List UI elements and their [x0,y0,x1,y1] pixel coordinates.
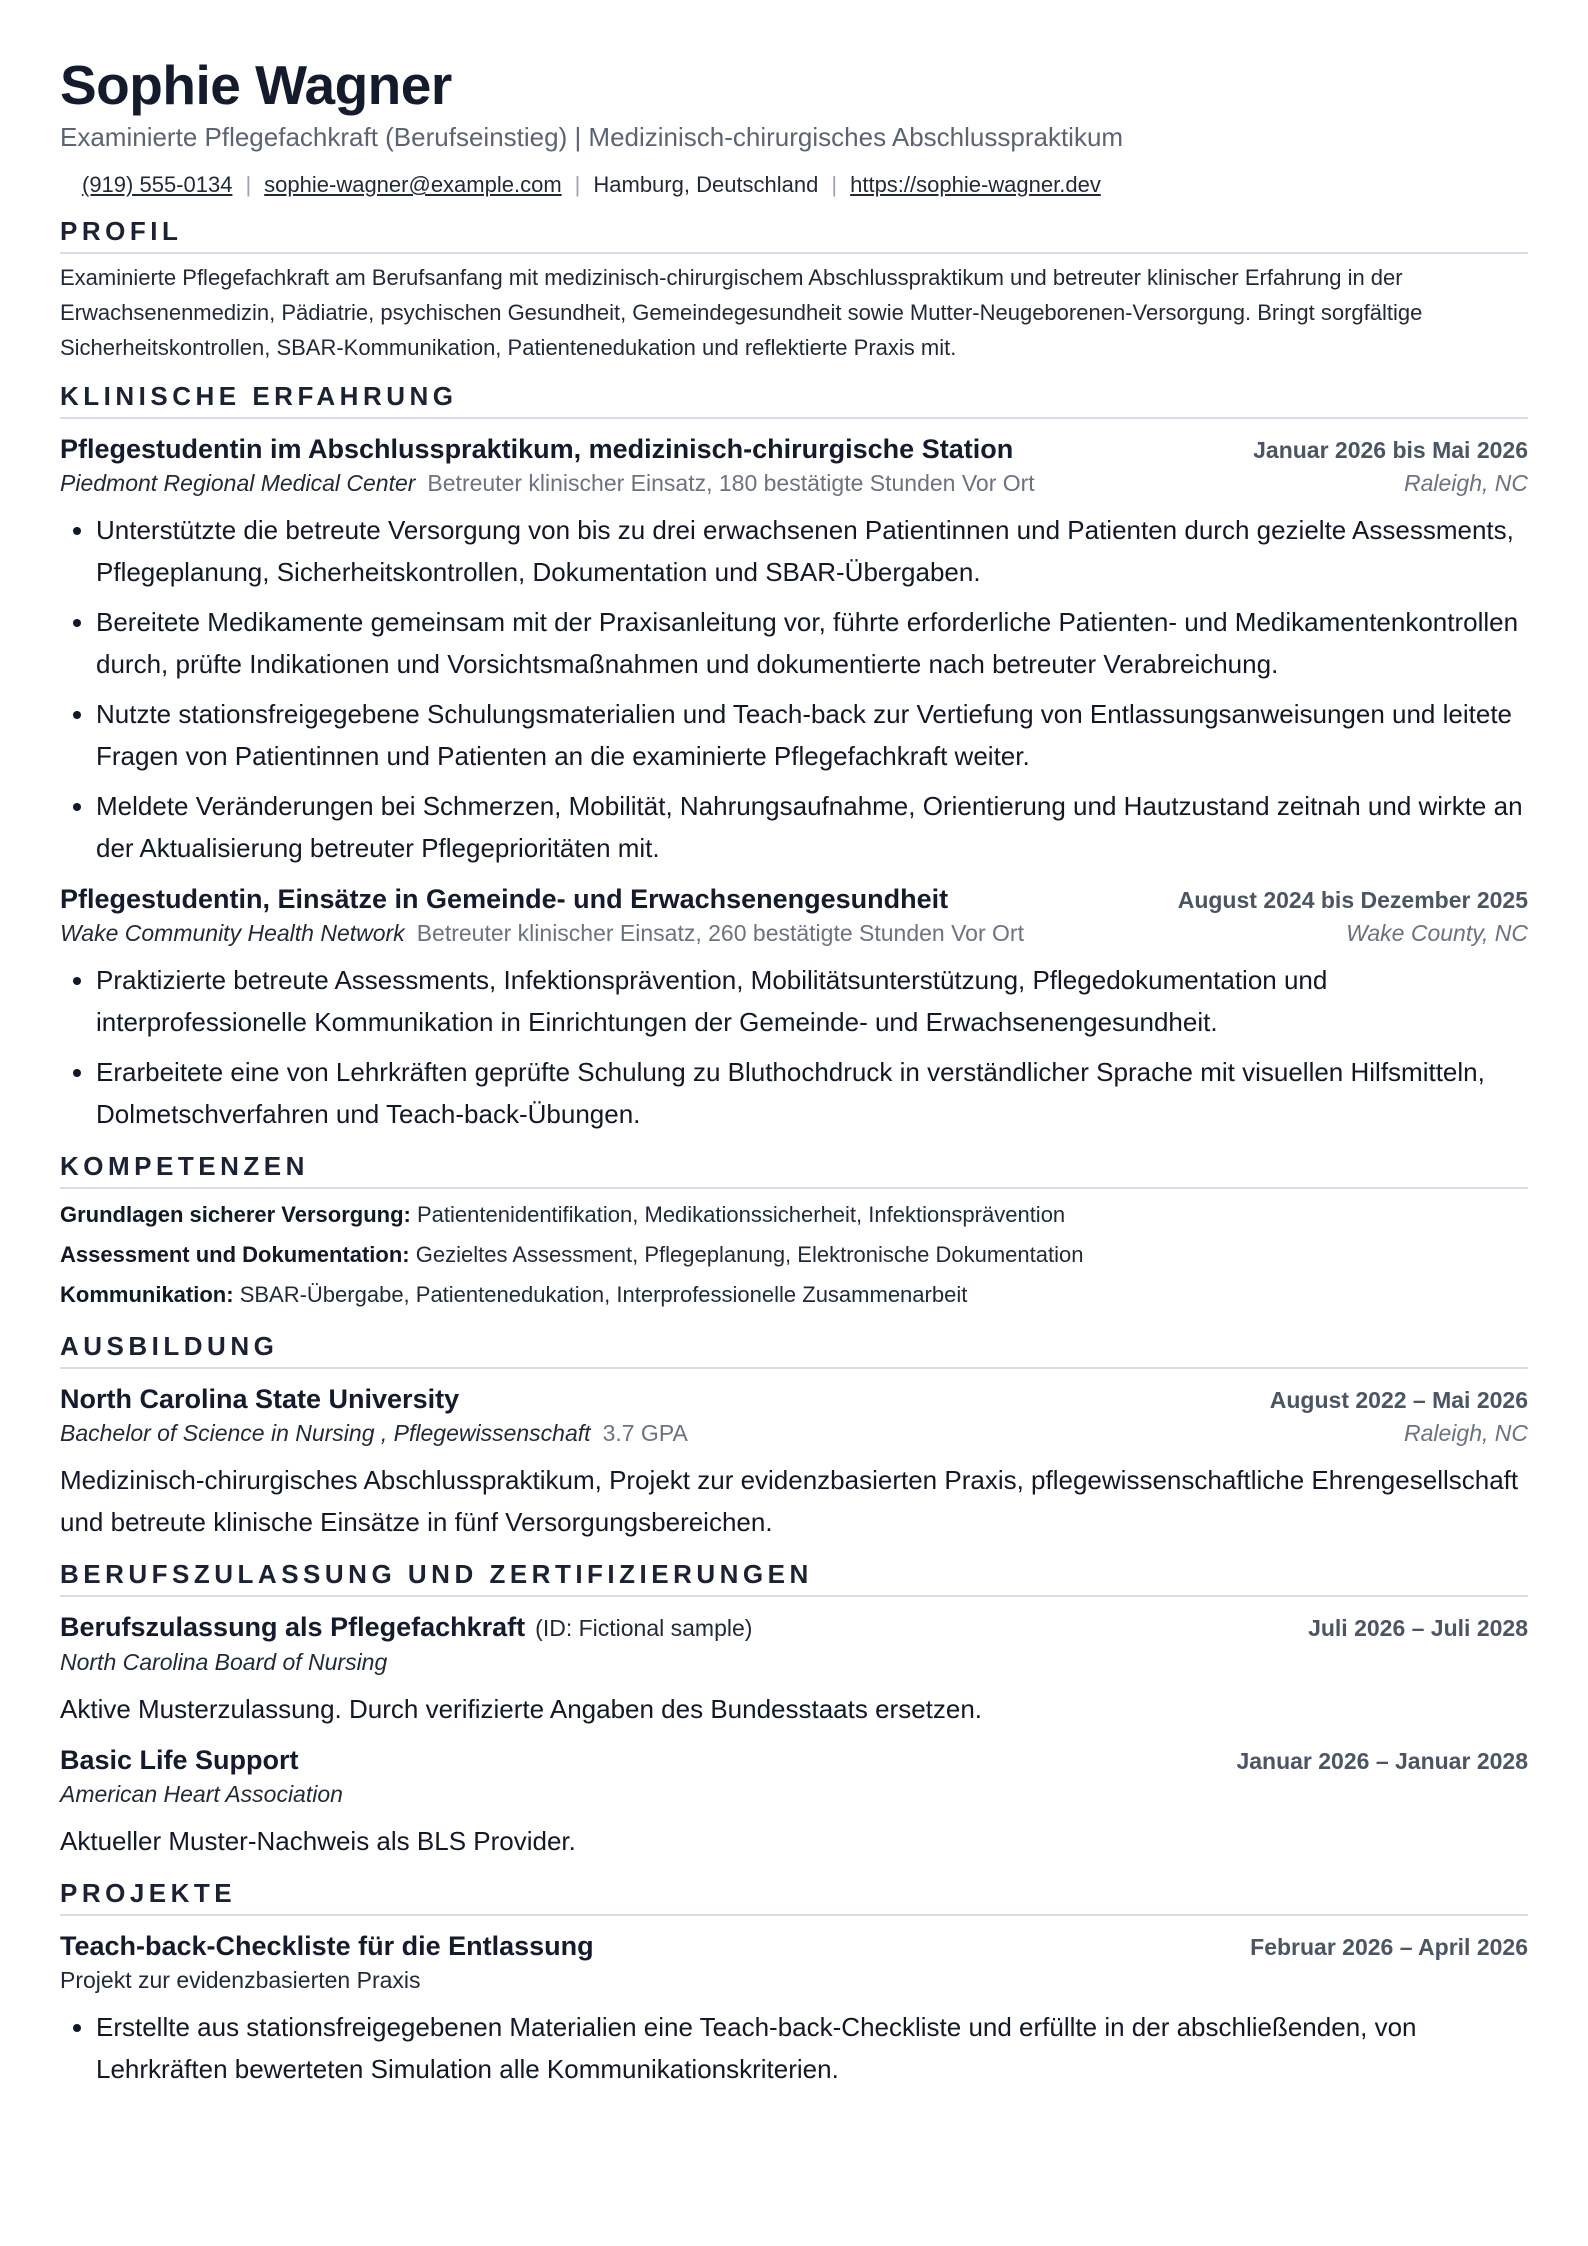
skill-row [60,1275,1528,1315]
degree: Bachelor of Science in Nursing , Pflegewissenschaft [60,1420,591,1446]
section-title-projects: PROJEKTE [60,1876,1528,1916]
section-title-licenses: BERUFSZULASSUNG UND ZERTIFIZIERUNGEN [60,1557,1528,1597]
skills-section [60,1149,1528,1315]
education-description: Medizinisch-chirurgisches Abschlusspraktikum, Projekt zur evidenzbasierten Praxis, pflegewissenschaftliche Ehrengesellschaft und betreute klinische Einsätze in fünf Versorgungsbereichen. [60,1465,1519,1537]
bullet-item: • Bereitete Medikamente gemeinsam mit der Praxisanleitung vor, führte erforderliche Patienten- und Medikamentenkontrollen durch, prüfte Indikationen und Vorsichtsmaßnahmen und dokumentierte nach betreuter Verabreichung. [96,601,1528,685]
job-bullets [60,959,1528,1135]
employer: Piedmont Regional Medical Center [60,470,416,496]
job-meta: Betreuter klinischer Einsatz, 260 bestätigte Stunden Vor Ort [416,920,1024,946]
profile-text: Examinierte Pflegefachkraft am Berufsanfang mit medizinisch-chirurgischem Abschlusspraktikum und betreuter klinischer Erfahrung in der Erwachsenenmedizin, Pädiatrie, psychischen Gesundheit, Gemeindegesundheit sowie Mutter-Neugeborenen-Versorgung. Bringt sorgfältige Sicherheitskontrollen, SBAR-Kommunikation, Patientenedukation und reflektierte Praxis mit. [60,265,1423,360]
candidate-name: Sophie Wagner [60,54,452,116]
section-title-experience: KLINISCHE ERFAHRUNG [60,379,1528,419]
contact-line [60,170,1528,200]
education-dates: August 2022 – Mai 2026 [1269,1387,1528,1413]
email-link[interactable]: sophie-wagner@example.com [264,172,562,197]
section-title-profile: PROFIL [60,214,1528,254]
skill-value: Patientenidentifikation, Medikationssicherheit, Infektionsprävention [417,1202,1066,1227]
bullet-item: • Erarbeitete eine von Lehrkräften geprüfte Schulung zu Bluthochdruck in verständlicher Sprache mit visuellen Hilfsmitteln, Dolmetschverfahren und Teach-back-Übungen. [96,1051,1528,1135]
section-title-skills: KOMPETENZEN [60,1149,1528,1189]
contact-separator: | [245,172,252,197]
contact-separator: | [574,172,581,197]
job-title: Pflegestudentin im Abschlusspraktikum, medizinisch-chirurgische Station [60,434,1014,464]
job-dates: Januar 2026 bis Mai 2026 [1253,437,1528,463]
license-entry [60,1609,1528,1730]
license-description: Aktive Musterzulassung. Durch verifizierte Angaben des Bundesstaats ersetzen. [60,1694,983,1724]
profile-section [60,214,1528,365]
licenses-section [60,1557,1528,1862]
school-name: North Carolina State University [60,1384,460,1414]
skill-value: Gezieltes Assessment, Pflegeplanung, Elektronische Dokumentation [415,1242,1084,1267]
job-location: Raleigh, NC [1404,470,1528,496]
location-text: Hamburg, Deutschland [593,172,819,197]
skill-value: SBAR-Übergabe, Patientenedukation, Interprofessionelle Zusammenarbeit [239,1282,968,1307]
project-subtitle: Projekt zur evidenzbasierten Praxis [60,1967,421,1993]
project-dates: Februar 2026 – April 2026 [1250,1934,1528,1960]
skill-label: Grundlagen sicherer Versorgung: [60,1202,411,1227]
license-id: (ID: Fictional sample) [535,1615,753,1641]
skill-row [60,1195,1528,1235]
education-entry [60,1381,1528,1543]
website-link[interactable]: https://sophie-wagner.dev [850,172,1101,197]
job-bullets [60,509,1528,869]
experience-entry [60,881,1528,1135]
phone-link[interactable]: (919) 555-0134 [82,172,233,197]
headline: Examinierte Pflegefachkraft (Berufseinstieg) | Medizinisch-chirurgisches Abschlusspraktikum [60,122,1124,152]
gpa: 3.7 GPA [602,1420,688,1446]
skill-label: Assessment und Dokumentation: [60,1242,410,1267]
project-bullets [60,2006,1528,2090]
license-issuer: American Heart Association [60,1781,343,1807]
contact-separator: | [831,172,838,197]
license-issuer: North Carolina Board of Nursing [60,1649,388,1675]
project-entry [60,1928,1528,2090]
job-title: Pflegestudentin, Einsätze in Gemeinde- und Erwachsenengesundheit [60,884,949,914]
project-name: Teach-back-Checkliste für die Entlassung [60,1931,594,1961]
section-title-education: AUSBILDUNG [60,1329,1528,1369]
license-name: Berufszulassung als Pflegefachkraft [60,1612,526,1642]
skill-row [60,1235,1528,1275]
license-entry [60,1742,1528,1862]
experience-section [60,379,1528,1135]
bullet-item: • Meldete Veränderungen bei Schmerzen, Mobilität, Nahrungsaufnahme, Orientierung und Hautzustand zeitnah und wirkte an der Aktualisierung betreuter Pflegeprioritäten mit. [96,785,1528,869]
skill-label: Kommunikation: [60,1282,234,1307]
employer: Wake Community Health Network [60,920,405,946]
license-dates: Juli 2026 – Juli 2028 [1308,1615,1528,1641]
education-section [60,1329,1528,1543]
bullet-item: • Nutzte stationsfreigegebene Schulungsmaterialien und Teach-back zur Vertiefung von Entlassungsanweisungen und leitete Fragen von Patientinnen und Patienten an die examinierte Pflegefachkraft weiter. [96,693,1528,777]
license-description: Aktueller Muster-Nachweis als BLS Provider. [60,1826,576,1856]
job-dates: August 2024 bis Dezember 2025 [1177,887,1528,913]
job-location: Wake County, NC [1346,920,1528,946]
bullet-item: • Unterstützte die betreute Versorgung von bis zu drei erwachsenen Patientinnen und Patienten durch gezielte Assessments, Pflegeplanung, Sicherheitskontrollen, Dokumentation und SBAR-Übergaben. [96,509,1528,593]
bullet-item: • Praktizierte betreute Assessments, Infektionsprävention, Mobilitätsunterstützung, Pflegedokumentation und interprofessionelle Kommunikation in Einrichtungen der Gemeinde- und Erwachsenengesundheit. [96,959,1528,1043]
license-dates: Januar 2026 – Januar 2028 [1236,1748,1528,1774]
bullet-item: • Erstellte aus stationsfreigegebenen Materialien eine Teach-back-Checkliste und erfüllte in der abschließenden, von Lehrkräften bewerteten Simulation alle Kommunikationskriterien. [96,2006,1528,2090]
license-name: Basic Life Support [60,1745,299,1775]
education-location: Raleigh, NC [1404,1420,1528,1446]
projects-section [60,1876,1528,2090]
experience-entry [60,431,1528,869]
job-meta: Betreuter klinischer Einsatz, 180 bestätigte Stunden Vor Ort [427,470,1035,496]
